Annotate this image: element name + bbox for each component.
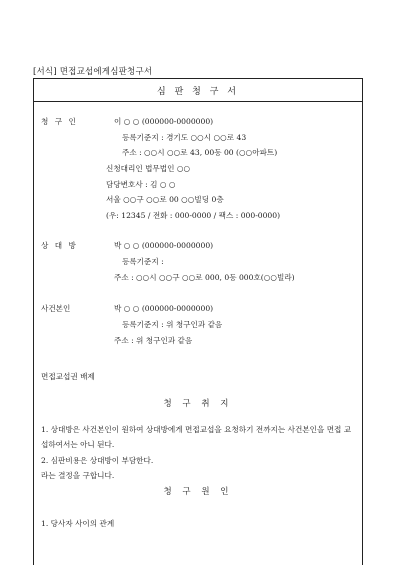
purpose-closing: 라는 결정을 구합니다. xyxy=(41,471,115,480)
respondent-label: 상 대 방 xyxy=(41,241,78,250)
form-title: 심 판 청 구 서 xyxy=(34,79,362,102)
principal-registry: 등록기준지 : 위 청구인과 같음 xyxy=(122,320,223,329)
claimant-name: 이 ○ ○ (000000-0000000) xyxy=(114,117,214,126)
respondent-address: 주소 : ○○시 ○○구 ○○로 000, 0동 000호(○○빌라) xyxy=(114,273,295,282)
claimant-address: 주소 : ○○시 ○○로 43, 00동 00 (○○아파트) xyxy=(122,148,278,157)
claimant-label: 청 구 인 xyxy=(41,117,78,126)
form-caption: [서식] 면접교섭에게심판청구서 xyxy=(33,67,153,77)
purpose-heading: 청 구 취 지 xyxy=(163,399,233,409)
claimant-registry: 등록기준지 : 경기도 ○○시 ○○로 43 xyxy=(122,133,247,142)
claimant-proxy: 신청대리인 법무법인 ○○ xyxy=(106,164,191,173)
respondent-registry: 등록기준지 : xyxy=(122,257,164,266)
purpose-item-1: 1. 상대방은 사건본인이 원하여 상대방에게 면접교섭을 요청하기 전까지는 사건본인을 면접 교섭하여서는 아니 된다. xyxy=(41,425,352,449)
purpose-item-2: 2. 심판비용은 상대방이 부담한다. xyxy=(41,456,154,465)
claimant-contact: (우: 12345 / 전화 : 000-0000 / 팩스 : 000-0000) xyxy=(106,211,281,220)
respondent-name: 박 ○ ○ (000000-0000000) xyxy=(114,241,214,250)
case-name: 면접교섭권 배제 xyxy=(41,372,95,381)
principal-name: 박 ○ ○ (000000-0000000) xyxy=(114,304,214,313)
claimant-lawyer: 담당변호사 : 김 ○ ○ xyxy=(106,180,176,189)
claimant-office: 서울 ○○구 ○○로 00 ○○빌딩 0층 xyxy=(106,195,224,204)
cause-heading: 청 구 원 인 xyxy=(163,487,233,497)
cause-item-1: 1. 당사자 사이의 관계 xyxy=(41,519,115,528)
document-frame xyxy=(33,78,363,565)
principal-address: 주소 : 위 청구인과 같음 xyxy=(114,336,193,345)
principal-label: 사건본인 xyxy=(41,304,71,313)
